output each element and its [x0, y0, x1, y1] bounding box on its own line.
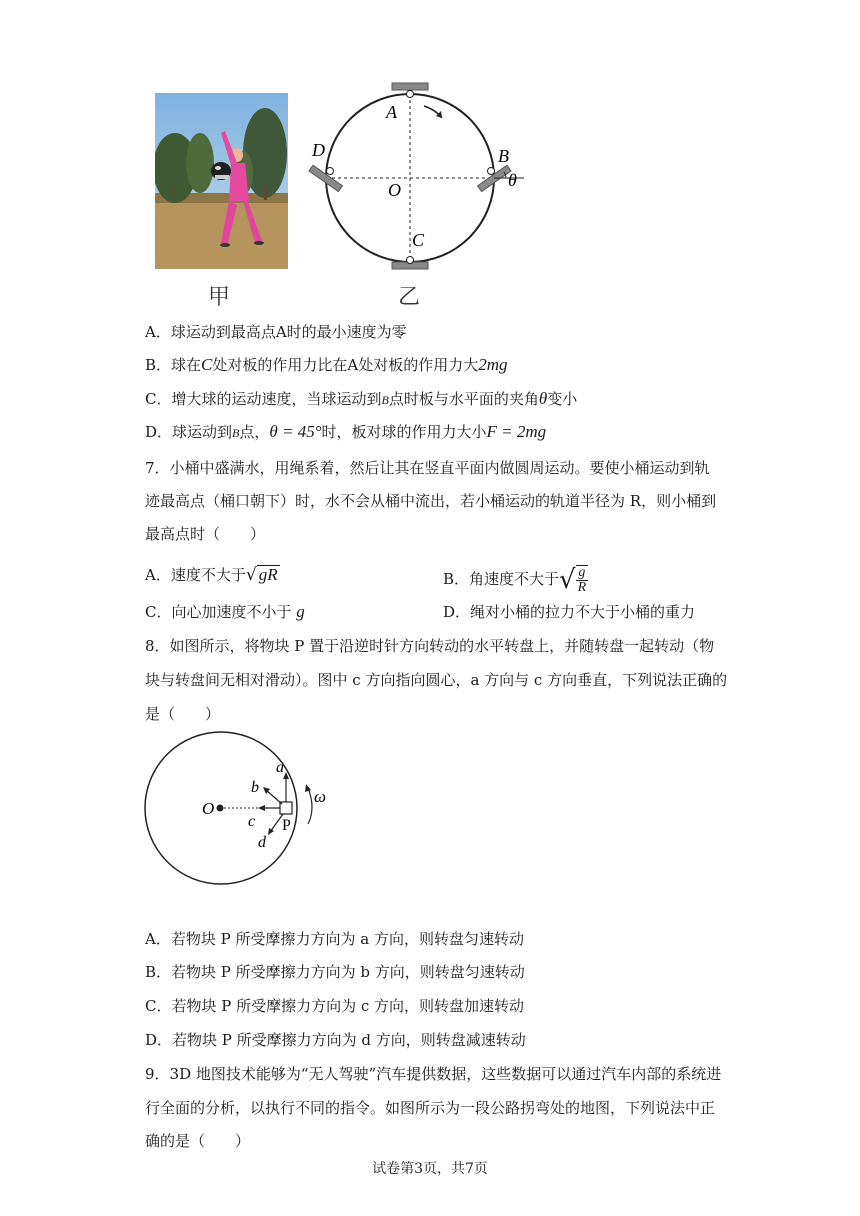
label-a-dir: a	[276, 759, 284, 776]
board-top	[392, 83, 428, 90]
label-a: A	[386, 102, 397, 122]
q6-option-a: A．球运动到最高点A时的最小速度为零	[145, 323, 407, 341]
q7-text-line1: 7．小桶中盛满水，用绳系着，然后让其在竖直平面内做圆周运动。要使小桶运动到轨	[145, 459, 710, 477]
q8-text-line1: 8．如图所示，将物块 P 置于沿逆时针方向转动的水平转盘上，并随转盘一起转动（物	[145, 637, 715, 655]
q6-option-d: D．球运动到B点，θ = 45°时，板对球的作用力大小F = 2mg	[145, 422, 547, 441]
ball-a	[407, 91, 414, 98]
ball-d	[327, 168, 334, 175]
q8-option-d: D．若物块 P 所受摩擦力方向为 d 方向，则转盘减速转动	[145, 1031, 526, 1049]
q6-option-c: C．增大球的运动速度，当球运动到B点时板与水平面的夹角θ变小	[145, 389, 578, 408]
taiji-photo	[155, 93, 288, 269]
circular-track-diagram	[300, 80, 540, 310]
caption-yi: 乙	[398, 285, 421, 310]
center-o	[217, 805, 224, 812]
q7-option-b: B．角速度不大于√ $\frac{g}{R}$	[443, 565, 587, 595]
label-omega: ω	[314, 787, 327, 806]
q9-text-line3: 确的是（ ）	[145, 1132, 251, 1150]
label-c: C	[412, 230, 425, 250]
q6-option-b: B．球在C处对板的作用力比在A处对板的作用力大2mg	[145, 355, 508, 374]
label-b-dir: b	[251, 779, 259, 796]
q7-text-line3: 最高点时（ ）	[145, 525, 266, 543]
q7-option-a: A．速度不大于√ gR	[145, 565, 278, 585]
q8-option-a: A．若物块 P 所受摩擦力方向为 a 方向，则转盘匀速转动	[145, 930, 524, 948]
q7-option-c: C．向心加速度不小于 g	[145, 602, 305, 621]
q8-option-c: C．若物块 P 所受摩擦力方向为 c 方向，则转盘加速转动	[145, 997, 525, 1015]
caption-jia: 甲	[208, 285, 231, 310]
label-d: D	[312, 140, 325, 160]
q8-text-line3: 是（ ）	[145, 705, 221, 723]
ball-c	[407, 257, 414, 264]
label-theta: θ	[508, 170, 517, 190]
q8-text-line2: 块与转盘间无相对滑动）。图中 c 方向指向圆心，a 方向与 c 方向垂直，下列说法正确的	[145, 671, 728, 689]
label-b: B	[498, 146, 509, 166]
label-d-dir: d	[258, 834, 266, 851]
q8-option-b: B．若物块 P 所受摩擦力方向为 b 方向，则转盘匀速转动	[145, 963, 525, 981]
label-p: P	[282, 817, 291, 834]
label-c-dir: c	[248, 813, 256, 830]
q9-text-line1: 9．3D 地图技术能够为“无人驾驶”汽车提供数据，这些数据可以通过汽车内部的系统进	[145, 1065, 722, 1083]
label-o: O	[388, 180, 401, 200]
turntable-diagram	[140, 728, 340, 893]
ball-b	[488, 168, 495, 175]
label-o2: O	[202, 799, 215, 818]
q7-text-line2: 迹最高点（桶口朝下）时，水不会从桶中流出，若小桶运动的轨道半径为 R，则小桶到	[145, 492, 717, 510]
page-footer: 试卷第3页，共7页	[372, 1161, 488, 1177]
q7-option-d: D．绳对小桶的拉力不大于小桶的重力	[443, 603, 696, 621]
q9-text-line2: 行全面的分析，以执行不同的指令。如图所示为一段公路拐弯处的地图，下列说法中正	[145, 1099, 716, 1117]
